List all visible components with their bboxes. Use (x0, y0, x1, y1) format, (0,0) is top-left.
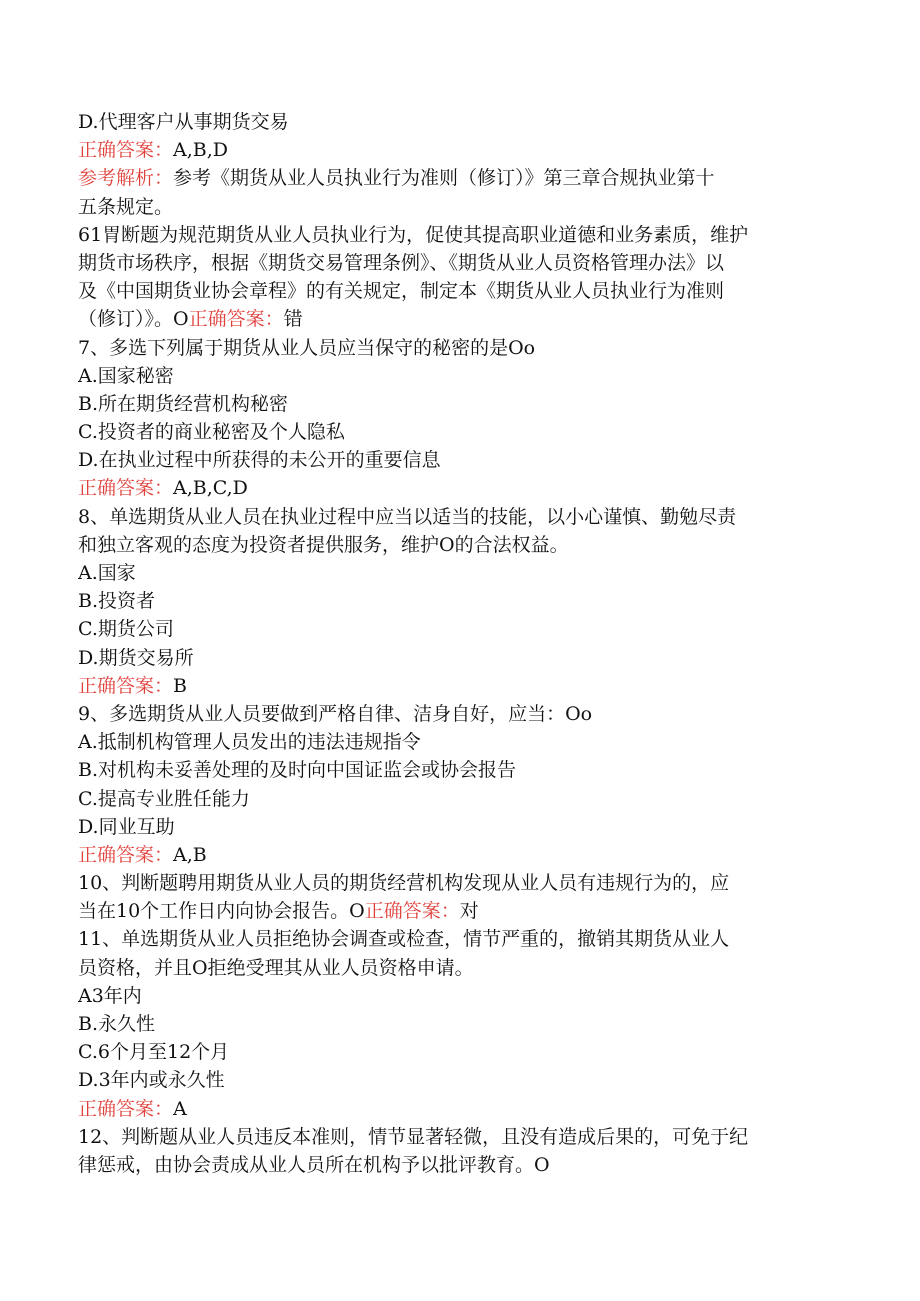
q9-option-a: A.抵制机构管理人员发出的违法违规指令 (78, 731, 421, 754)
q11-option-a: A3年内 (78, 984, 142, 1007)
q8-option-b: B.投资者 (78, 590, 156, 613)
answer-label: 正确答案： (78, 139, 174, 162)
q11-option-b: B.永久性 (78, 1013, 156, 1035)
answer-label: 正确答案： (364, 900, 460, 923)
analysis-label: 参考解析： (78, 167, 174, 190)
q6-line-2: 期货市场秩序，根据《期货交易管理条例》、《期货从业人员资格管理办法》以 (78, 251, 725, 274)
answer-label: 正确答案： (78, 477, 174, 500)
q6-line-4 (78, 305, 838, 333)
q9-answer (78, 841, 838, 869)
q10-line-2 (78, 897, 838, 925)
answer-value: A,B,D (173, 139, 229, 162)
q8-option-c: C.期货公司 (78, 618, 174, 641)
answer-value: B (173, 674, 187, 697)
q8-option-a: A.国家 (78, 562, 136, 584)
q7-answer (78, 474, 838, 502)
q9-stem: 9、多选期货从业人员要做到严格自律、洁身自好，应当：Oo (78, 702, 593, 725)
q8-line-1: 8、单选期货从业人员在执业过程中应当以适当的技能，以小心谨慎、勤勉尽责 (78, 505, 737, 528)
q6-line-3: 及《中国期货业协会章程》的有关规定，制定本《期货从业人员执业行为准则 (78, 280, 725, 303)
q11-line-1: 11、单选期货从业人员拒绝协会调查或检查，情节严重的，撤销其期货从业人 (78, 928, 730, 951)
q5-analysis (78, 164, 838, 192)
q11-option-c: C.6个月至12个月 (78, 1041, 230, 1064)
answer-label: 正确答案： (78, 674, 174, 697)
answer-label: 正确答案： (78, 843, 174, 866)
q8-line-2: 和独立客观的态度为投资者提供服务，维护O的合法权益。 (78, 533, 569, 556)
q5-answer (78, 136, 838, 164)
q10-line-1: 10、判断题聘用期货从业人员的期货经营机构发现从业人员有违规行为的，应 (78, 872, 730, 895)
q7-option-c: C.投资者的商业秘密及个人隐私 (78, 421, 345, 444)
q7-option-d: D.在执业过程中所获得的未公开的重要信息 (78, 449, 441, 472)
q7-stem: 7、多选下列属于期货从业人员应当保守的秘密的是Oo (78, 336, 536, 359)
answer-value: 对 (459, 900, 479, 923)
q5-option-d: D.代理客户从事期货交易 (78, 111, 289, 133)
q6-text: （修订）》。O (78, 308, 189, 331)
q11-option-d: D.3年内或永久性 (78, 1069, 225, 1092)
q9-option-b: B.对机构未妥善处理的及时向中国证监会或协会报告 (78, 759, 517, 782)
q9-option-d: D.同业互助 (78, 815, 175, 838)
q10-text: 当在10个工作日内向协会报告。O (78, 900, 365, 923)
answer-value: 错 (283, 308, 303, 331)
q11-line-2: 员资格，并且O拒绝受理其从业人员资格申请。 (78, 956, 474, 979)
answer-value: A,B,C,D (173, 477, 248, 500)
answer-value: A (173, 1097, 187, 1120)
answer-value: A,B (173, 843, 207, 866)
q8-answer (78, 672, 838, 700)
document-page (78, 108, 838, 1179)
q5-analysis-cont: 五条规定。 (78, 195, 174, 218)
q8-option-d: D.期货交易所 (78, 646, 194, 669)
q9-option-c: C.提高专业胜任能力 (78, 787, 250, 810)
q12-line-2: 律惩戒，由协会责成从业人员所在机构予以批评教育。O (78, 1153, 550, 1176)
q11-answer (78, 1095, 838, 1123)
q6-line-1: 61胃断题为规范期货从业人员执业行为，促使其提高职业道德和业务素质，维护 (78, 223, 749, 246)
q7-option-b: B.所在期货经营机构秘密 (78, 392, 289, 415)
q7-option-a: A.国家秘密 (78, 364, 174, 387)
q12-line-1: 12、判断题从业人员违反本准则，情节显著轻微，且没有造成后果的，可免于纪 (78, 1125, 749, 1148)
answer-label: 正确答案： (188, 308, 284, 331)
answer-label: 正确答案： (78, 1097, 174, 1120)
analysis-text: 参考《期货从业人员执业行为准则（修订）》第三章合规执业第十 (173, 167, 715, 190)
